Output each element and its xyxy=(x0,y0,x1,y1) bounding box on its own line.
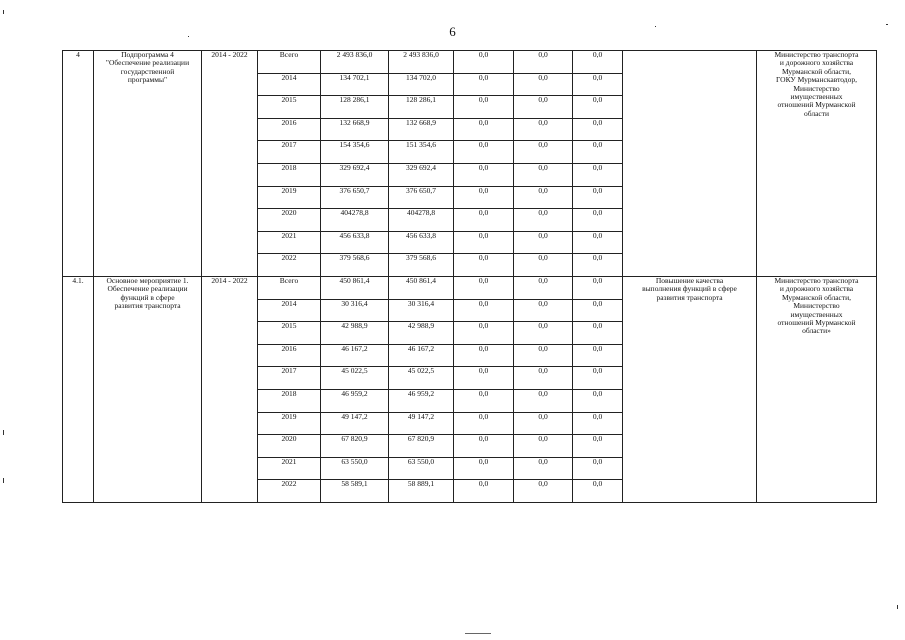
amount-cell: 456 633,8 xyxy=(389,231,454,254)
item-name-line: развития транспорта xyxy=(114,301,181,311)
page-number: 6 xyxy=(449,24,456,39)
amount-cell: 0,0 xyxy=(573,231,623,254)
year-cell: 2020 xyxy=(258,209,321,232)
amount-cell: 0,0 xyxy=(514,186,573,209)
amount-cell: 42 988,9 xyxy=(389,322,454,345)
amount-cell: 0,0 xyxy=(454,254,514,277)
amount-cell: 0,0 xyxy=(454,412,514,435)
scan-mark xyxy=(897,605,898,609)
amount-cell: 0,0 xyxy=(514,73,573,96)
year-cell: 2014 xyxy=(258,299,321,322)
amount-cell: 151 354,6 xyxy=(389,141,454,164)
scan-mark xyxy=(886,24,888,25)
executor-line: ГОКУ Мурманскавтодор, xyxy=(776,75,857,85)
executor-line: Министерство транспорта xyxy=(774,276,859,285)
period-cell: 2014 - 2022 xyxy=(202,51,258,277)
item-name-line: государственной xyxy=(120,66,175,76)
expected-result-line: развития транспорта xyxy=(656,292,723,302)
amount-cell: 0,0 xyxy=(454,141,514,164)
executor-line: и дорожного хозяйства xyxy=(779,284,854,294)
amount-cell: 404278,8 xyxy=(389,209,454,232)
amount-cell: 30 316,4 xyxy=(389,299,454,322)
amount-cell: 0,0 xyxy=(573,254,623,277)
amount-cell: 49 147,2 xyxy=(321,412,389,435)
item-number-cell: 4.1. xyxy=(63,276,94,502)
table-row xyxy=(63,276,877,299)
amount-cell: 329 692,4 xyxy=(389,163,454,186)
executor-line: имущественных xyxy=(790,91,843,101)
amount-cell: 132 668,9 xyxy=(321,118,389,141)
year-cell: 2014 xyxy=(258,73,321,96)
year-cell: 2015 xyxy=(258,96,321,119)
scan-mark xyxy=(3,10,4,14)
item-name-cell xyxy=(94,51,202,277)
amount-cell: 46 959,2 xyxy=(321,389,389,412)
executor-line: области xyxy=(803,108,830,118)
expected-result-cell xyxy=(623,51,757,277)
amount-cell: 49 147,2 xyxy=(389,412,454,435)
amount-cell: 58 889,1 xyxy=(389,480,454,503)
amount-cell: 0,0 xyxy=(514,299,573,322)
amount-cell: 0,0 xyxy=(573,96,623,119)
year-cell: 2020 xyxy=(258,435,321,458)
executor-line: области» xyxy=(802,326,831,336)
item-name-cell xyxy=(94,276,202,502)
amount-cell: 45 022,5 xyxy=(321,367,389,390)
expected-result-cell xyxy=(623,276,757,502)
amount-cell: 0,0 xyxy=(454,299,514,322)
year-cell: 2017 xyxy=(258,367,321,390)
amount-cell: 134 702,1 xyxy=(321,73,389,96)
year-cell: 2018 xyxy=(258,163,321,186)
amount-cell: 58 589,1 xyxy=(321,480,389,503)
amount-cell: 0,0 xyxy=(573,276,623,299)
amount-cell: 0,0 xyxy=(454,367,514,390)
amount-cell: 376 650,7 xyxy=(321,186,389,209)
year-cell: 2021 xyxy=(258,231,321,254)
amount-cell: 0,0 xyxy=(454,276,514,299)
amount-cell: 0,0 xyxy=(454,389,514,412)
item-name-line: "Обеспечение реализации xyxy=(105,58,190,68)
amount-cell: 329 692,4 xyxy=(321,163,389,186)
amount-cell: 45 022,5 xyxy=(389,367,454,390)
scan-mark xyxy=(3,478,4,483)
amount-cell: 0,0 xyxy=(573,209,623,232)
amount-cell: 379 568,6 xyxy=(389,254,454,277)
amount-cell: 0,0 xyxy=(454,186,514,209)
amount-cell: 0,0 xyxy=(454,480,514,503)
amount-cell: 379 568,6 xyxy=(321,254,389,277)
year-cell: Всего xyxy=(258,51,321,74)
amount-cell: 63 550,0 xyxy=(321,457,389,480)
executor-line: Мурманской области, xyxy=(781,66,852,76)
amount-cell: 0,0 xyxy=(514,254,573,277)
executor-cell xyxy=(757,51,877,277)
amount-cell: 42 988,9 xyxy=(321,322,389,345)
amount-cell: 128 286,1 xyxy=(389,96,454,119)
year-cell: 2017 xyxy=(258,141,321,164)
amount-cell: 0,0 xyxy=(573,51,623,74)
amount-cell: 0,0 xyxy=(573,480,623,503)
item-name-line: программы" xyxy=(127,75,168,85)
amount-cell: 46 167,2 xyxy=(321,344,389,367)
year-cell: 2019 xyxy=(258,412,321,435)
amount-cell: 0,0 xyxy=(573,186,623,209)
amount-cell: 0,0 xyxy=(454,51,514,74)
amount-cell: 0,0 xyxy=(514,435,573,458)
amount-cell: 0,0 xyxy=(514,96,573,119)
amount-cell: 0,0 xyxy=(514,163,573,186)
amount-cell: 0,0 xyxy=(514,389,573,412)
amount-cell: 0,0 xyxy=(514,118,573,141)
amount-cell: 2 493 836,0 xyxy=(321,51,389,74)
amount-cell: 0,0 xyxy=(573,412,623,435)
amount-cell: 0,0 xyxy=(514,367,573,390)
amount-cell: 46 167,2 xyxy=(389,344,454,367)
amount-cell: 404278,8 xyxy=(321,209,389,232)
period-cell: 2014 - 2022 xyxy=(202,276,258,502)
amount-cell: 67 820,9 xyxy=(321,435,389,458)
amount-cell: 456 633,8 xyxy=(321,231,389,254)
financing-table xyxy=(62,50,877,503)
year-cell: 2021 xyxy=(258,457,321,480)
amount-cell: 450 861,4 xyxy=(389,276,454,299)
executor-line: отношений Мурманской xyxy=(777,100,856,110)
item-name-line: функций в сфере xyxy=(120,292,175,302)
amount-cell: 128 286,1 xyxy=(321,96,389,119)
amount-cell: 0,0 xyxy=(514,412,573,435)
year-cell: Всего xyxy=(258,276,321,299)
executor-line: Мурманской области, xyxy=(781,292,852,302)
amount-cell: 154 354,6 xyxy=(321,141,389,164)
amount-cell: 0,0 xyxy=(454,322,514,345)
amount-cell: 0,0 xyxy=(454,73,514,96)
amount-cell: 0,0 xyxy=(454,209,514,232)
scan-mark xyxy=(188,36,189,37)
amount-cell: 0,0 xyxy=(454,457,514,480)
amount-cell: 63 550,0 xyxy=(389,457,454,480)
amount-cell: 0,0 xyxy=(573,73,623,96)
amount-cell: 0,0 xyxy=(454,231,514,254)
amount-cell: 132 668,9 xyxy=(389,118,454,141)
year-cell: 2022 xyxy=(258,480,321,503)
item-name-line: Подпрограмма 4 xyxy=(121,50,174,59)
expected-result-line: Повышение качества xyxy=(655,276,724,285)
amount-cell: 0,0 xyxy=(454,96,514,119)
amount-cell: 0,0 xyxy=(514,51,573,74)
amount-cell: 0,0 xyxy=(454,344,514,367)
executor-line: отношений Мурманской xyxy=(777,317,856,327)
amount-cell: 0,0 xyxy=(573,322,623,345)
table-row xyxy=(63,51,877,74)
executor-line: Министерство транспорта xyxy=(774,50,859,59)
amount-cell: 134 702,0 xyxy=(389,73,454,96)
amount-cell: 0,0 xyxy=(573,344,623,367)
year-cell: 2016 xyxy=(258,344,321,367)
scan-mark xyxy=(3,430,4,435)
year-cell: 2019 xyxy=(258,186,321,209)
amount-cell: 0,0 xyxy=(573,457,623,480)
amount-cell: 0,0 xyxy=(573,389,623,412)
executor-cell xyxy=(757,276,877,502)
year-cell: 2018 xyxy=(258,389,321,412)
year-cell: 2016 xyxy=(258,118,321,141)
amount-cell: 376 650,7 xyxy=(389,186,454,209)
scan-mark xyxy=(655,26,656,27)
expected-result-line: выполнения функций в сфере xyxy=(642,284,737,294)
year-cell: 2015 xyxy=(258,322,321,345)
amount-cell: 0,0 xyxy=(514,457,573,480)
executor-line: имущественных xyxy=(790,309,843,319)
amount-cell: 0,0 xyxy=(514,344,573,367)
amount-cell: 0,0 xyxy=(573,163,623,186)
amount-cell: 0,0 xyxy=(514,276,573,299)
amount-cell: 2 493 836,0 xyxy=(389,51,454,74)
amount-cell: 0,0 xyxy=(514,480,573,503)
item-name-line: Основное мероприятие 1. xyxy=(106,276,189,285)
amount-cell: 0,0 xyxy=(514,209,573,232)
amount-cell: 0,0 xyxy=(573,435,623,458)
amount-cell: 0,0 xyxy=(514,231,573,254)
executor-line: и дорожного хозяйства xyxy=(779,58,854,68)
amount-cell: 0,0 xyxy=(573,367,623,390)
year-cell: 2022 xyxy=(258,254,321,277)
amount-cell: 30 316,4 xyxy=(321,299,389,322)
amount-cell: 450 861,4 xyxy=(321,276,389,299)
amount-cell: 0,0 xyxy=(573,118,623,141)
executor-line: Министерство xyxy=(793,83,840,93)
amount-cell: 46 959,2 xyxy=(389,389,454,412)
amount-cell: 0,0 xyxy=(514,322,573,345)
scan-mark xyxy=(465,633,491,634)
amount-cell: 0,0 xyxy=(514,141,573,164)
amount-cell: 0,0 xyxy=(573,141,623,164)
amount-cell: 0,0 xyxy=(573,299,623,322)
amount-cell: 0,0 xyxy=(454,163,514,186)
item-name-line: Обеспечение реализации xyxy=(107,284,188,294)
amount-cell: 0,0 xyxy=(454,118,514,141)
amount-cell: 67 820,9 xyxy=(389,435,454,458)
executor-line: Министерство xyxy=(793,301,840,311)
item-number-cell: 4 xyxy=(63,51,94,277)
amount-cell: 0,0 xyxy=(454,435,514,458)
